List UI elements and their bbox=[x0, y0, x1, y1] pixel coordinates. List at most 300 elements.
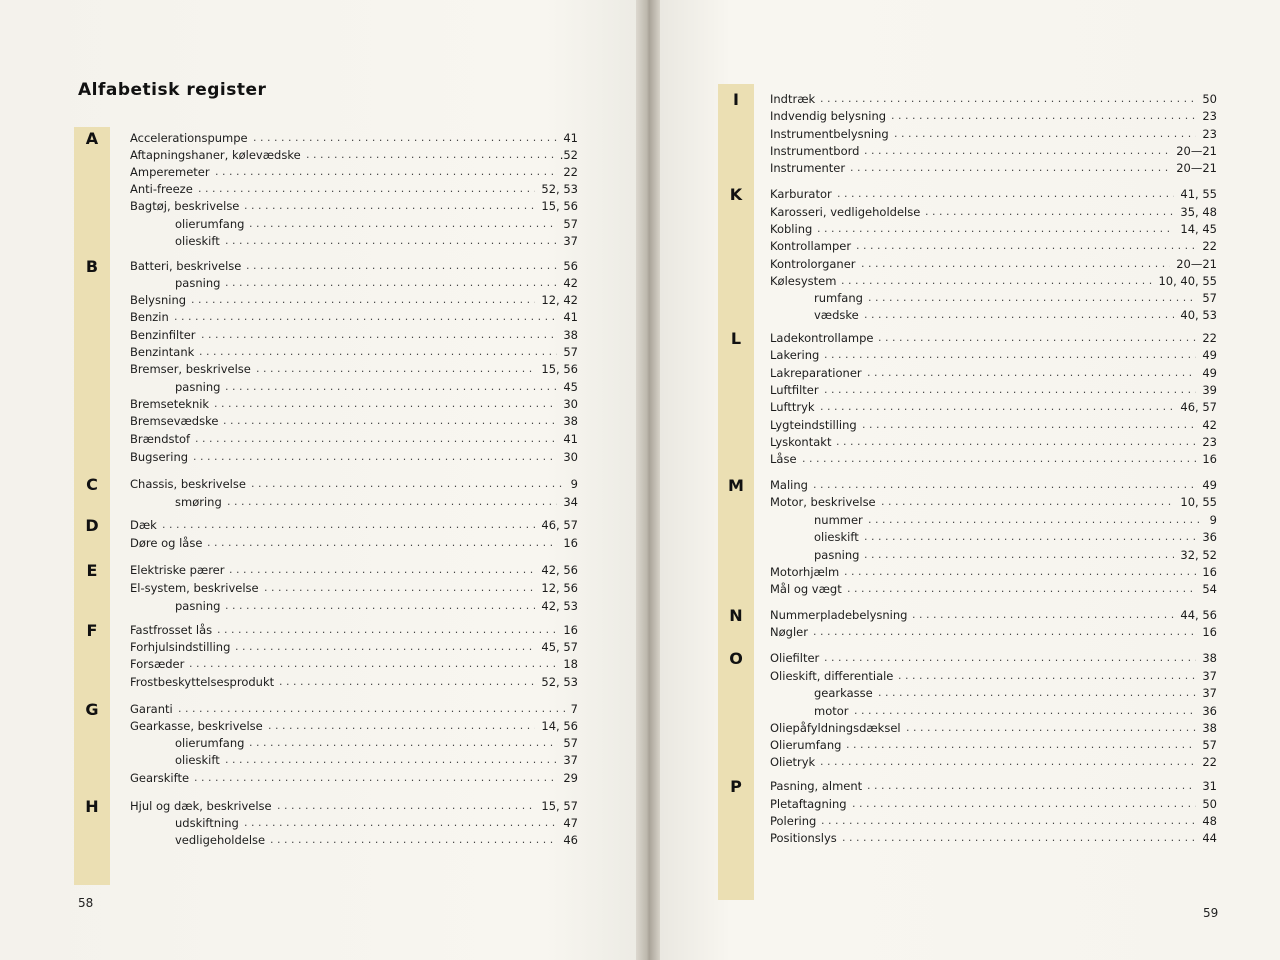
index-entry bbox=[130, 562, 578, 578]
entry-label: Luftfilter bbox=[770, 383, 819, 397]
entry-label: Lygteindstilling bbox=[770, 418, 857, 432]
entry-pages: 50 bbox=[1202, 797, 1217, 811]
dot-leader bbox=[868, 290, 1196, 306]
index-entry bbox=[770, 796, 1217, 812]
index-subentry bbox=[175, 735, 578, 751]
entry-label: olierumfang bbox=[175, 217, 245, 231]
index-entry bbox=[130, 449, 578, 465]
index-entry bbox=[130, 396, 578, 412]
index-entry bbox=[130, 701, 578, 717]
entry-pages: 36 bbox=[1202, 704, 1217, 718]
index-entry bbox=[130, 344, 578, 360]
entry-label: Motorhjælm bbox=[770, 565, 840, 579]
entry-label: El-system, beskrivelse bbox=[130, 581, 259, 595]
index-entry bbox=[130, 639, 578, 655]
section-letter: D bbox=[85, 516, 99, 535]
section-letter: H bbox=[85, 797, 99, 816]
index-entry bbox=[770, 91, 1217, 107]
entry-label: Batteri, beskrivelse bbox=[130, 259, 242, 273]
entry-pages: 22 bbox=[1202, 755, 1217, 769]
entry-pages: 57 bbox=[1202, 291, 1217, 305]
entry-label: Fastfrosset lås bbox=[130, 623, 213, 637]
entry-pages: 38 bbox=[563, 414, 578, 428]
index-entry bbox=[770, 273, 1217, 289]
entry-label: Aftapningshaner, kølevædske bbox=[130, 148, 301, 162]
dot-leader bbox=[864, 547, 1174, 563]
dot-leader bbox=[813, 477, 1196, 493]
entry-pages: 57 bbox=[1202, 738, 1217, 752]
entry-pages: 46, 57 bbox=[541, 518, 578, 532]
dot-leader bbox=[225, 233, 557, 249]
index-subentry bbox=[175, 752, 578, 768]
entry-label: vedligeholdelse bbox=[175, 833, 266, 847]
dot-leader bbox=[225, 752, 557, 768]
entry-pages: 40, 53 bbox=[1180, 308, 1217, 322]
dot-leader bbox=[277, 798, 535, 814]
entry-label: Chassis, beskrivelse bbox=[130, 477, 246, 491]
section-letter: P bbox=[730, 777, 742, 796]
dot-leader bbox=[898, 668, 1196, 684]
entry-pages: 22 bbox=[1202, 239, 1217, 253]
entry-pages: 57 bbox=[563, 736, 578, 750]
entry-label: smøring bbox=[175, 495, 222, 509]
dot-leader bbox=[824, 650, 1196, 666]
entry-pages: 38 bbox=[563, 328, 578, 342]
index-entry bbox=[770, 737, 1217, 753]
index-entry bbox=[770, 382, 1217, 398]
dot-leader bbox=[199, 344, 557, 360]
entry-label: Instrumentbelysning bbox=[770, 127, 889, 141]
entry-label: nummer bbox=[814, 513, 863, 527]
entry-label: Anti-freeze bbox=[130, 182, 193, 196]
dot-leader bbox=[229, 562, 535, 578]
entry-pages: 44 bbox=[1202, 831, 1217, 845]
entry-label: Frostbeskyttelsesprodukt bbox=[130, 675, 275, 689]
index-subentry bbox=[814, 307, 1217, 323]
entry-label: Motor, beskrivelse bbox=[770, 495, 876, 509]
dot-leader bbox=[270, 832, 557, 848]
entry-pages: 44, 56 bbox=[1180, 608, 1217, 622]
entry-pages: 29 bbox=[563, 771, 578, 785]
entry-pages: 50 bbox=[1202, 92, 1217, 106]
entry-pages: 47 bbox=[563, 816, 578, 830]
index-entry bbox=[770, 668, 1217, 684]
index-entry bbox=[770, 417, 1217, 433]
entry-pages: 38 bbox=[1202, 651, 1217, 665]
dot-leader bbox=[225, 275, 557, 291]
entry-pages: 49 bbox=[1202, 348, 1217, 362]
dot-leader bbox=[862, 417, 1196, 433]
page-title: Alfabetisk register bbox=[78, 80, 267, 100]
entry-pages: 54 bbox=[1202, 582, 1217, 596]
index-entry bbox=[130, 718, 578, 734]
index-entry bbox=[770, 650, 1217, 666]
entry-pages: 49 bbox=[1202, 366, 1217, 380]
index-entry bbox=[770, 143, 1217, 159]
entry-pages: 34 bbox=[563, 495, 578, 509]
entry-pages: 38 bbox=[1202, 721, 1217, 735]
index-entry bbox=[770, 256, 1217, 272]
entry-pages: 49 bbox=[1202, 478, 1217, 492]
entry-label: Benzintank bbox=[130, 345, 195, 359]
entry-pages: 15, 56 bbox=[541, 199, 578, 213]
entry-label: Olieskift, differentiale bbox=[770, 669, 894, 683]
dot-leader bbox=[178, 701, 565, 717]
dot-leader bbox=[174, 309, 557, 325]
entry-label: Lakreparationer bbox=[770, 366, 862, 380]
index-entry bbox=[130, 580, 578, 596]
entry-pages: 46, 57 bbox=[1180, 400, 1217, 414]
dot-leader bbox=[820, 399, 1174, 415]
entry-label: Olietryk bbox=[770, 755, 816, 769]
index-subentry bbox=[814, 547, 1217, 563]
index-entry bbox=[130, 258, 578, 274]
dot-leader bbox=[214, 396, 557, 412]
entry-pages: 37 bbox=[1202, 686, 1217, 700]
index-entry bbox=[770, 365, 1217, 381]
dot-leader bbox=[864, 529, 1196, 545]
entry-pages: 23 bbox=[1202, 435, 1217, 449]
entry-label: Lufttryk bbox=[770, 400, 815, 414]
entry-label: Accelerationspumpe bbox=[130, 131, 248, 145]
entry-pages: 36 bbox=[1202, 530, 1217, 544]
entry-label: Karburator bbox=[770, 187, 832, 201]
entry-label: Ladekontrollampe bbox=[770, 331, 874, 345]
entry-label: udskiftning bbox=[175, 816, 239, 830]
index-subentry bbox=[814, 290, 1217, 306]
entry-pages: 16 bbox=[563, 536, 578, 550]
dot-leader bbox=[223, 413, 557, 429]
index-entry bbox=[130, 292, 578, 308]
section-letter: M bbox=[728, 476, 744, 495]
index-entry bbox=[130, 535, 578, 551]
dot-leader bbox=[878, 685, 1196, 701]
entry-label: gearkasse bbox=[814, 686, 873, 700]
entry-label: Døre og låse bbox=[130, 536, 203, 550]
dot-leader bbox=[837, 186, 1174, 202]
index-subentry bbox=[175, 832, 578, 848]
entry-label: Forsæder bbox=[130, 657, 185, 671]
section-letter: E bbox=[86, 561, 98, 580]
entry-label: pasning bbox=[175, 599, 221, 613]
dot-leader bbox=[246, 258, 557, 274]
entry-label: Forhjulsindstilling bbox=[130, 640, 231, 654]
entry-pages: 30 bbox=[563, 397, 578, 411]
index-subentry bbox=[175, 379, 578, 395]
index-entry bbox=[130, 164, 578, 180]
entry-label: Gearskifte bbox=[130, 771, 190, 785]
dot-leader bbox=[824, 347, 1196, 363]
entry-label: Hjul og dæk, beskrivelse bbox=[130, 799, 272, 813]
dot-leader bbox=[844, 564, 1196, 580]
entry-pages: 16 bbox=[1202, 452, 1217, 466]
section-letter: G bbox=[85, 700, 99, 719]
index-subentry bbox=[814, 703, 1217, 719]
entry-label: Belysning bbox=[130, 293, 187, 307]
entry-label: Bugsering bbox=[130, 450, 189, 464]
entry-pages: 56 bbox=[563, 259, 578, 273]
index-entry bbox=[130, 674, 578, 690]
entry-label: Olierumfang bbox=[770, 738, 842, 752]
entry-pages: 18 bbox=[563, 657, 578, 671]
index-entry bbox=[770, 624, 1217, 640]
entry-label: Polering bbox=[770, 814, 817, 828]
entry-pages: 42, 56 bbox=[541, 563, 578, 577]
index-entry bbox=[130, 622, 578, 638]
dot-leader bbox=[821, 813, 1196, 829]
index-subentry bbox=[175, 494, 578, 510]
dot-leader bbox=[195, 431, 557, 447]
dot-leader bbox=[867, 778, 1196, 794]
entry-label: olierumfang bbox=[175, 736, 245, 750]
index-entry bbox=[130, 130, 578, 146]
index-entry bbox=[130, 517, 578, 533]
entry-pages: 57 bbox=[563, 217, 578, 231]
entry-label: Låse bbox=[770, 452, 797, 466]
section-letter: A bbox=[85, 129, 99, 148]
dot-leader bbox=[194, 770, 557, 786]
entry-label: Bremseteknik bbox=[130, 397, 210, 411]
entry-label: Bremsevædske bbox=[130, 414, 219, 428]
entry-pages: 22 bbox=[563, 165, 578, 179]
dot-leader bbox=[864, 307, 1174, 323]
entry-label: olieskift bbox=[175, 234, 220, 248]
entry-label: Benzin bbox=[130, 310, 169, 324]
entry-pages: 41 bbox=[563, 432, 578, 446]
section-letter: L bbox=[730, 329, 742, 348]
entry-label: olieskift bbox=[175, 753, 220, 767]
index-entry bbox=[770, 434, 1217, 450]
dot-leader bbox=[906, 720, 1196, 736]
entry-pages: 46 bbox=[563, 833, 578, 847]
section-letter: C bbox=[86, 475, 98, 494]
entry-pages: 10, 55 bbox=[1180, 495, 1217, 509]
entry-label: Elektriske pærer bbox=[130, 563, 225, 577]
index-entry bbox=[130, 361, 578, 377]
dot-leader bbox=[912, 607, 1174, 623]
index-entry bbox=[770, 186, 1217, 202]
entry-label: Kontrollamper bbox=[770, 239, 852, 253]
dot-leader bbox=[249, 216, 557, 232]
dot-leader bbox=[867, 365, 1196, 381]
page-number-right: 59 bbox=[1203, 906, 1219, 920]
dot-leader bbox=[846, 737, 1196, 753]
index-entry bbox=[770, 720, 1217, 736]
dot-leader bbox=[279, 674, 535, 690]
entry-label: Maling bbox=[770, 478, 808, 492]
entry-label: Kontrolorganer bbox=[770, 257, 856, 271]
dot-leader bbox=[227, 494, 557, 510]
entry-label: Garanti bbox=[130, 702, 173, 716]
dot-leader bbox=[244, 815, 557, 831]
index-entry bbox=[130, 147, 578, 163]
dot-leader bbox=[850, 160, 1170, 176]
page-number-left: 58 bbox=[78, 896, 94, 910]
index-entry bbox=[770, 126, 1217, 142]
dot-leader bbox=[842, 830, 1196, 846]
entry-label: Oliepåfyldningsdæksel bbox=[770, 721, 901, 735]
entry-label: Benzinfilter bbox=[130, 328, 196, 342]
entry-pages: .52 bbox=[559, 148, 578, 162]
entry-pages: 31 bbox=[1202, 779, 1217, 793]
index-entry bbox=[130, 656, 578, 672]
index-entry bbox=[130, 770, 578, 786]
entry-label: Lyskontakt bbox=[770, 435, 832, 449]
index-entry bbox=[770, 399, 1217, 415]
index-subentry bbox=[814, 529, 1217, 545]
dot-leader bbox=[244, 198, 535, 214]
entry-pages: 16 bbox=[1202, 565, 1217, 579]
entry-pages: 37 bbox=[563, 753, 578, 767]
entry-pages: 9 bbox=[570, 477, 578, 491]
dot-leader bbox=[201, 327, 557, 343]
entry-label: Mål og vægt bbox=[770, 582, 842, 596]
entry-label: motor bbox=[814, 704, 849, 718]
index-entry bbox=[770, 347, 1217, 363]
entry-label: Instrumentbord bbox=[770, 144, 860, 158]
dot-leader bbox=[925, 204, 1174, 220]
dot-leader bbox=[225, 598, 535, 614]
dot-leader bbox=[215, 164, 557, 180]
index-entry bbox=[770, 778, 1217, 794]
section-letter: F bbox=[86, 621, 98, 640]
dot-leader bbox=[868, 512, 1204, 528]
entry-pages: 45, 57 bbox=[541, 640, 578, 654]
entry-label: Instrumenter bbox=[770, 161, 846, 175]
dot-leader bbox=[820, 754, 1196, 770]
entry-label: Indvendig belysning bbox=[770, 109, 887, 123]
dot-leader bbox=[162, 517, 535, 533]
entry-pages: 39 bbox=[1202, 383, 1217, 397]
entry-pages: 52, 53 bbox=[541, 182, 578, 196]
entry-pages: 41, 55 bbox=[1180, 187, 1217, 201]
entry-pages: 14, 56 bbox=[541, 719, 578, 733]
letter-strip-left bbox=[74, 127, 110, 885]
index-entry bbox=[770, 330, 1217, 346]
entry-label: pasning bbox=[814, 548, 860, 562]
entry-pages: 35, 48 bbox=[1180, 205, 1217, 219]
dot-leader bbox=[836, 434, 1196, 450]
dot-leader bbox=[813, 624, 1196, 640]
entry-label: olieskift bbox=[814, 530, 859, 544]
dot-leader bbox=[891, 108, 1196, 124]
index-entry bbox=[130, 181, 578, 197]
dot-leader bbox=[881, 494, 1174, 510]
index-entry bbox=[770, 477, 1217, 493]
entry-pages: 37 bbox=[1202, 669, 1217, 683]
section-letter: K bbox=[729, 185, 743, 204]
entry-label: Bagtøj, beskrivelse bbox=[130, 199, 240, 213]
entry-pages: 42, 53 bbox=[541, 599, 578, 613]
dot-leader bbox=[251, 476, 565, 492]
index-entry bbox=[770, 564, 1217, 580]
index-entry bbox=[770, 221, 1217, 237]
dot-leader bbox=[189, 656, 557, 672]
entry-pages: 23 bbox=[1202, 127, 1217, 141]
entry-label: Pasning, alment bbox=[770, 779, 863, 793]
dot-leader bbox=[253, 130, 557, 146]
section-letter: N bbox=[729, 606, 743, 625]
index-entry bbox=[130, 309, 578, 325]
entry-pages: 57 bbox=[563, 345, 578, 359]
entry-label: pasning bbox=[175, 276, 221, 290]
entry-label: rumfang bbox=[814, 291, 863, 305]
entry-pages: 10, 40, 55 bbox=[1158, 274, 1217, 288]
index-subentry bbox=[175, 815, 578, 831]
section-letter: B bbox=[85, 257, 99, 276]
index-entry bbox=[770, 204, 1217, 220]
section-letter: I bbox=[733, 90, 739, 109]
entry-label: Kølesystem bbox=[770, 274, 837, 288]
entry-pages: 22 bbox=[1202, 331, 1217, 345]
dot-leader bbox=[802, 451, 1196, 467]
index-entry bbox=[770, 754, 1217, 770]
dot-leader bbox=[852, 796, 1196, 812]
entry-label: Gearkasse, beskrivelse bbox=[130, 719, 263, 733]
dot-leader bbox=[256, 361, 535, 377]
dot-leader bbox=[894, 126, 1196, 142]
entry-label: Dæk bbox=[130, 518, 157, 532]
entry-pages: 45 bbox=[563, 380, 578, 394]
index-subentry bbox=[175, 275, 578, 291]
index-subentry bbox=[814, 685, 1217, 701]
entry-pages: 20—21 bbox=[1176, 144, 1217, 158]
entry-pages: 7 bbox=[570, 702, 578, 716]
dot-leader bbox=[306, 147, 554, 163]
dot-leader bbox=[198, 181, 535, 197]
entry-pages: 42 bbox=[1202, 418, 1217, 432]
dot-leader bbox=[861, 256, 1170, 272]
entry-pages: 20—21 bbox=[1176, 161, 1217, 175]
entry-pages: 42 bbox=[563, 276, 578, 290]
entry-pages: 41 bbox=[563, 310, 578, 324]
entry-pages: 12, 56 bbox=[541, 581, 578, 595]
entry-pages: 23 bbox=[1202, 109, 1217, 123]
index-entry bbox=[770, 607, 1217, 623]
entry-pages: 9 bbox=[1209, 513, 1217, 527]
entry-pages: 14, 45 bbox=[1180, 222, 1217, 236]
dot-leader bbox=[268, 718, 535, 734]
dot-leader bbox=[249, 735, 557, 751]
entry-pages: 32, 52 bbox=[1180, 548, 1217, 562]
dot-leader bbox=[264, 580, 535, 596]
entry-pages: 20—21 bbox=[1176, 257, 1217, 271]
entry-label: Nummerpladebelysning bbox=[770, 608, 908, 622]
dot-leader bbox=[824, 382, 1196, 398]
entry-pages: 52, 53 bbox=[541, 675, 578, 689]
dot-leader bbox=[864, 143, 1170, 159]
dot-leader bbox=[854, 703, 1196, 719]
entry-label: pasning bbox=[175, 380, 221, 394]
entry-pages: 15, 57 bbox=[541, 799, 578, 813]
dot-leader bbox=[191, 292, 535, 308]
entry-pages: 16 bbox=[1202, 625, 1217, 639]
section-letter: O bbox=[729, 649, 743, 668]
index-entry bbox=[130, 476, 578, 492]
dot-leader bbox=[820, 91, 1196, 107]
entry-label: Positionslys bbox=[770, 831, 837, 845]
index-entry bbox=[770, 160, 1217, 176]
dot-leader bbox=[856, 238, 1196, 254]
dot-leader bbox=[841, 273, 1152, 289]
entry-pages: 41 bbox=[563, 131, 578, 145]
entry-pages: 48 bbox=[1202, 814, 1217, 828]
index-entry bbox=[130, 198, 578, 214]
index-entry bbox=[130, 327, 578, 343]
entry-label: Karosseri, vedligeholdelse bbox=[770, 205, 921, 219]
entry-label: Lakering bbox=[770, 348, 820, 362]
entry-label: vædske bbox=[814, 308, 859, 322]
